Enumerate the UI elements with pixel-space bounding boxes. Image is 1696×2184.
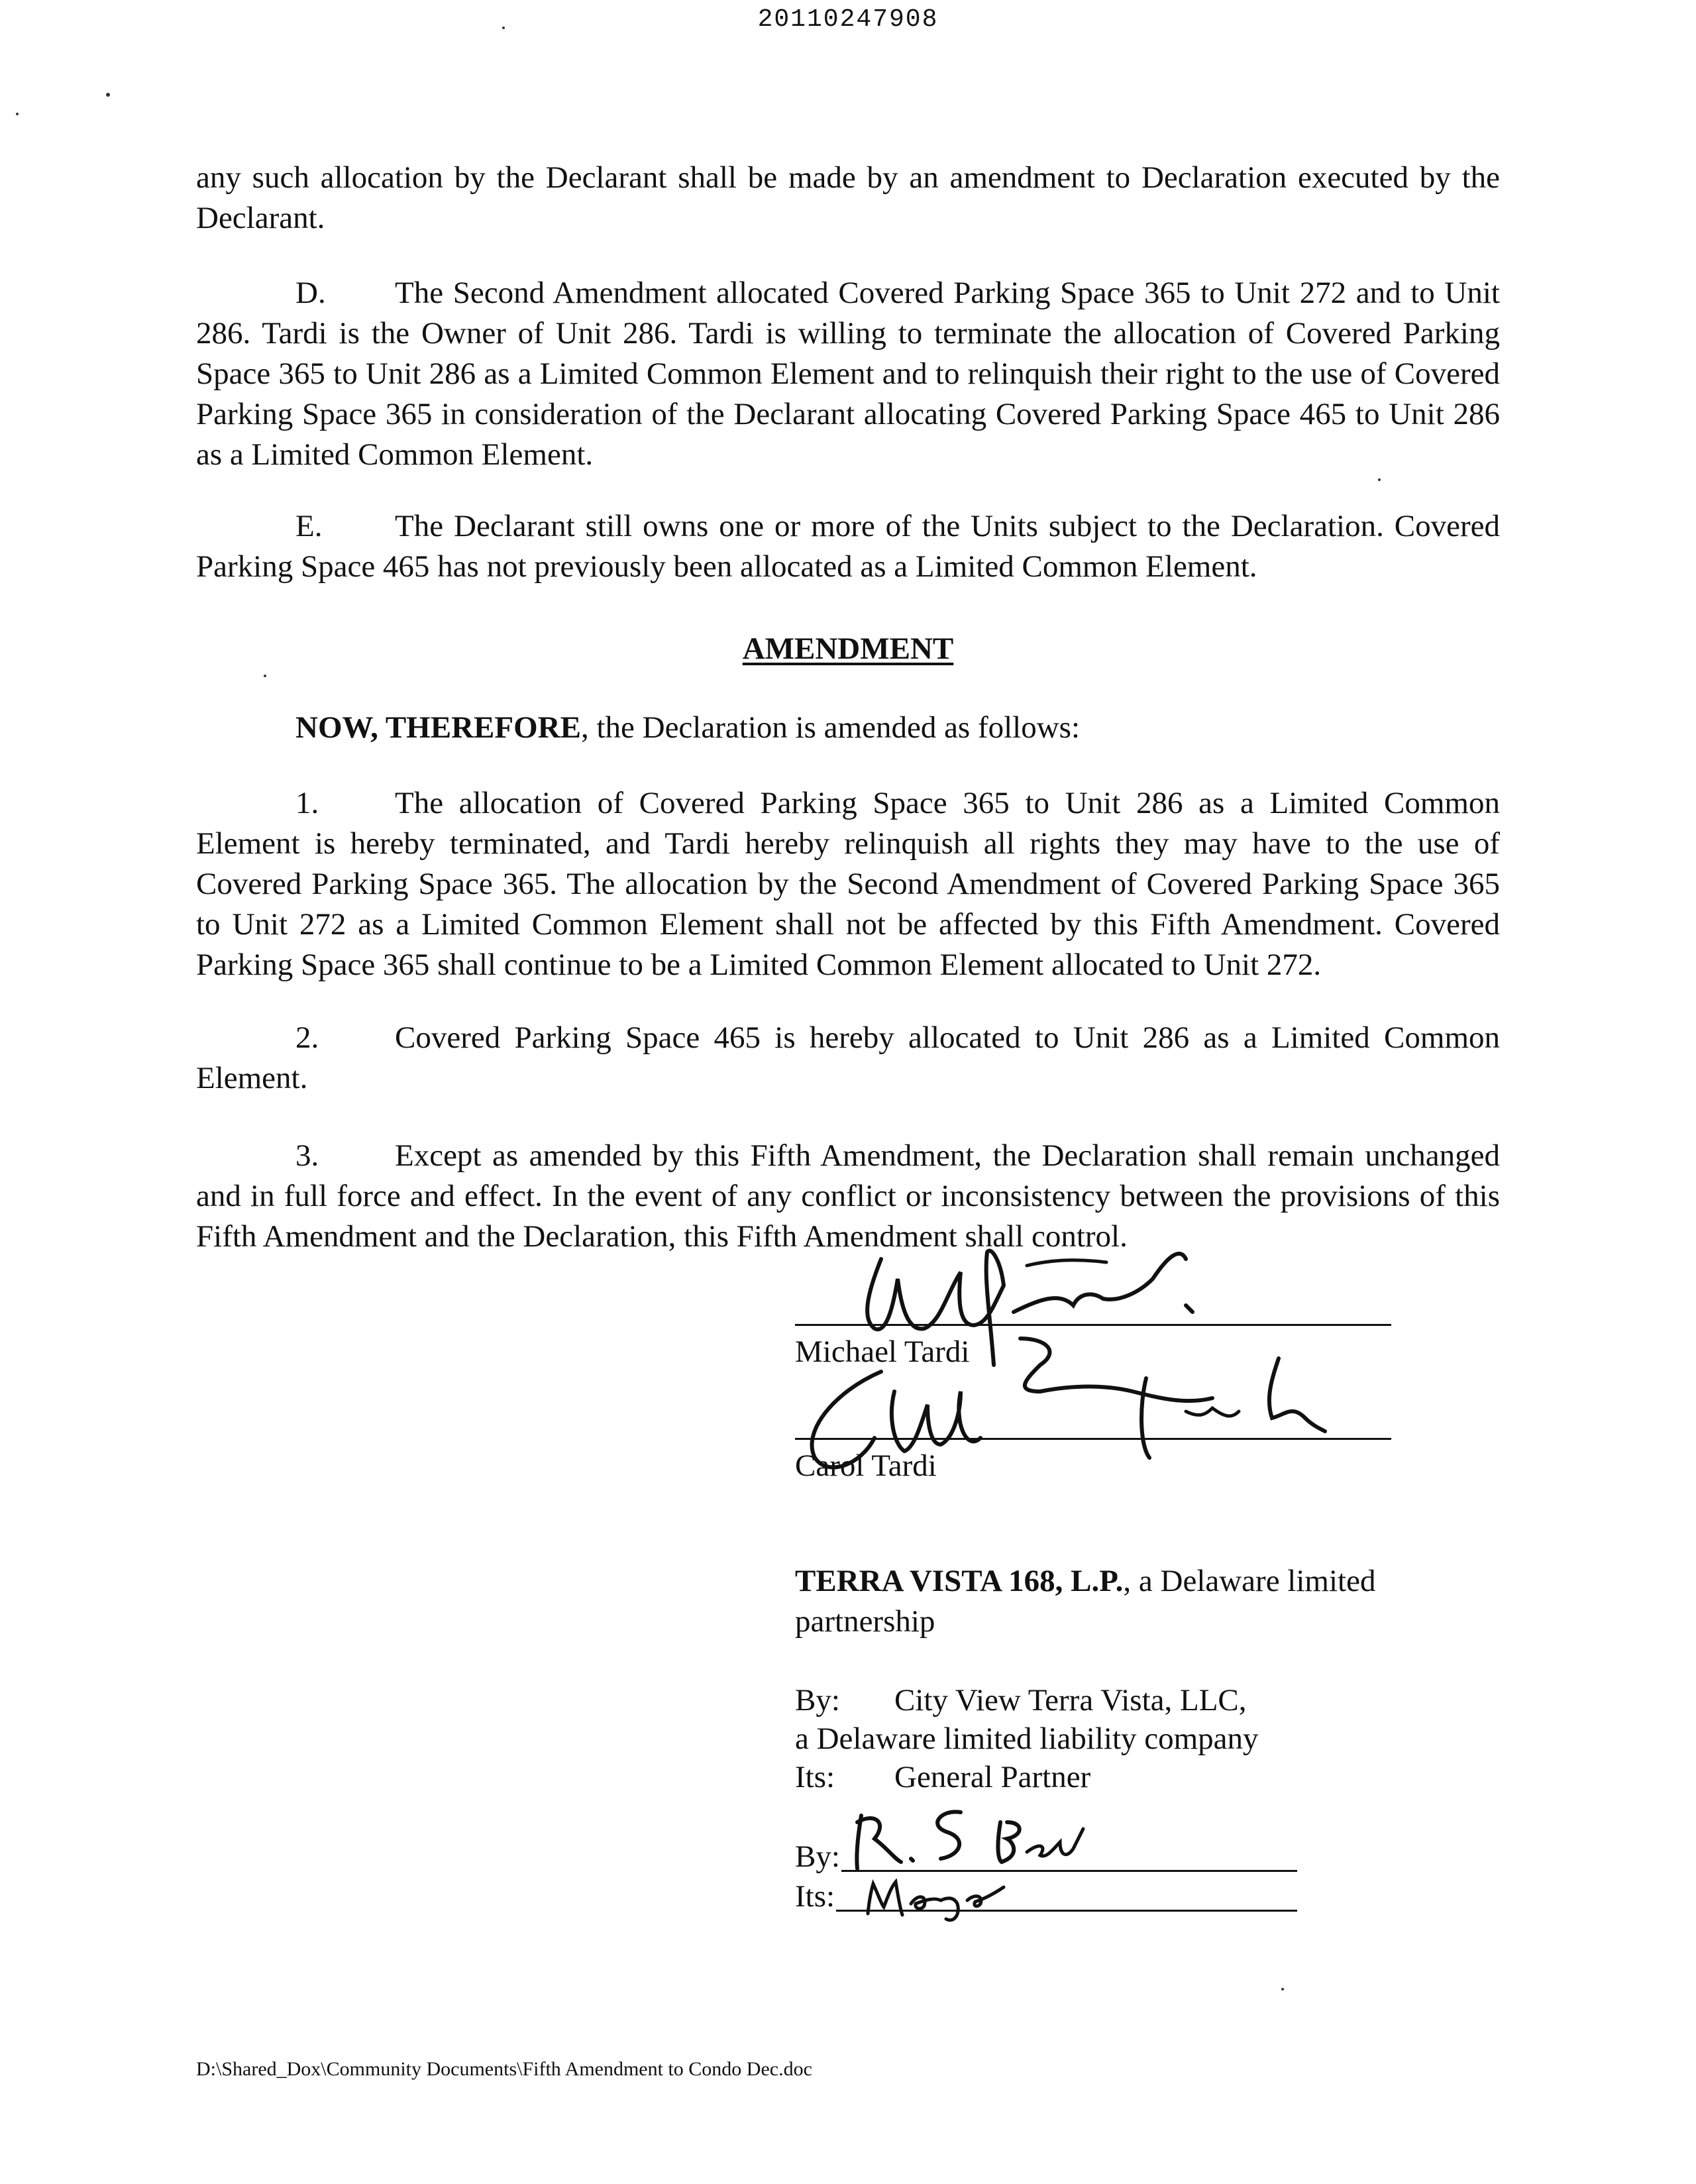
scan-speck bbox=[502, 27, 505, 29]
signer-carol-name: Carol Tardi bbox=[795, 1448, 937, 1483]
entity-bold: TERRA VISTA 168, L.P. bbox=[795, 1564, 1124, 1598]
item-2-text: Covered Parking Space 465 is hereby allocated to Unit 286 as a Limited Common Element. bbox=[196, 1020, 1500, 1095]
item-1-text: The allocation of Covered Parking Space 365 to Unit 286 as a Limited Common Element is hereby terminated, and Tardi hereby relinquish all rights they may have to the use of Covered Parking Space 365. The allocation by the Second Amendment of Covered Parking Space 365 to Unit 272 as a Limited Common Element shall not be affected by this Fifth Amendment. Covered Parking Space 365 shall continue to be a Limited Common Element allocated to Unit 272. bbox=[196, 786, 1500, 982]
scan-speck bbox=[1281, 1988, 1284, 1991]
item-3-text: Except as amended by this Fifth Amendment, the Declaration shall remain unchanged and in full force and effect. In the event of any conflict or inconsistency between the provisions of this Fifth Amendment and the Declaration, this Fifth Amendment shall control. bbox=[196, 1138, 1500, 1254]
recital-e bbox=[196, 506, 1500, 587]
handwritten-title-manager bbox=[861, 1867, 1034, 1920]
recital-d-label: D. bbox=[295, 276, 326, 310]
its2-label: Its: bbox=[795, 1879, 835, 1914]
continuation-text: any such allocation by the Declarant shall be made by an amendment to Declaration executed by the Declarant. bbox=[196, 160, 1500, 235]
file-path-footer: D:\Shared_Dox\Community Documents\Fifth Amendment to Condo Dec.doc bbox=[196, 2058, 812, 2080]
amendment-heading: AMENDMENT bbox=[742, 631, 954, 666]
its-label: Its: bbox=[795, 1760, 835, 1794]
recital-d-text: The Second Amendment allocated Covered Parking Space 365 to Unit 272 and to Unit 286. Tardi is the Owner of Unit 286. Tardi is willing to terminate the allocation of Covered Parking Space 365 to Unit 286 as a Limited Common Element and to relinquish their right to the use of Covered Parking Space 365 in consideration of the Declarant allocating Covered Parking Space 465 to Unit 286 as a Limited Common Element. bbox=[196, 276, 1500, 472]
item-2-label: 2. bbox=[295, 1020, 319, 1055]
handwritten-signature-manager bbox=[848, 1802, 1113, 1875]
entity-rest: , a Delaware limited partnership bbox=[795, 1564, 1376, 1639]
amendment-item-1 bbox=[196, 783, 1500, 985]
intro-bold: NOW, THEREFORE bbox=[295, 710, 581, 745]
entity-name bbox=[795, 1561, 1458, 1642]
scan-speck bbox=[16, 113, 19, 115]
signer-michael-name: Michael Tardi bbox=[795, 1335, 970, 1369]
item-3-label: 3. bbox=[295, 1138, 319, 1173]
amendment-item-2 bbox=[196, 1018, 1500, 1099]
document-number: 20110247908 bbox=[757, 5, 939, 34]
amendment-intro bbox=[295, 708, 1080, 748]
item-1-label: 1. bbox=[295, 786, 319, 820]
scan-speck bbox=[106, 93, 110, 97]
recital-e-label: E. bbox=[295, 509, 323, 543]
its-row bbox=[795, 1757, 1090, 1798]
by-row bbox=[795, 1680, 1247, 1721]
recital-e-text: The Declarant still owns one or more of the Units subject to the Declaration. Covered Parking Space 465 has not previously been allocated as a Limited Common Element. bbox=[196, 509, 1500, 584]
intro-rest: , the Declaration is amended as follows: bbox=[580, 710, 1081, 745]
continuation-paragraph bbox=[196, 158, 1500, 239]
recital-d bbox=[196, 273, 1500, 475]
by-label: By: bbox=[795, 1683, 840, 1718]
by2-label: By: bbox=[795, 1839, 840, 1874]
scan-speck bbox=[1378, 478, 1381, 481]
its-value: General Partner bbox=[894, 1760, 1091, 1794]
scan-speck bbox=[264, 675, 266, 677]
by-value: City View Terra Vista, LLC, bbox=[894, 1683, 1247, 1718]
by-description: a Delaware limited liability company bbox=[795, 1721, 1259, 1756]
